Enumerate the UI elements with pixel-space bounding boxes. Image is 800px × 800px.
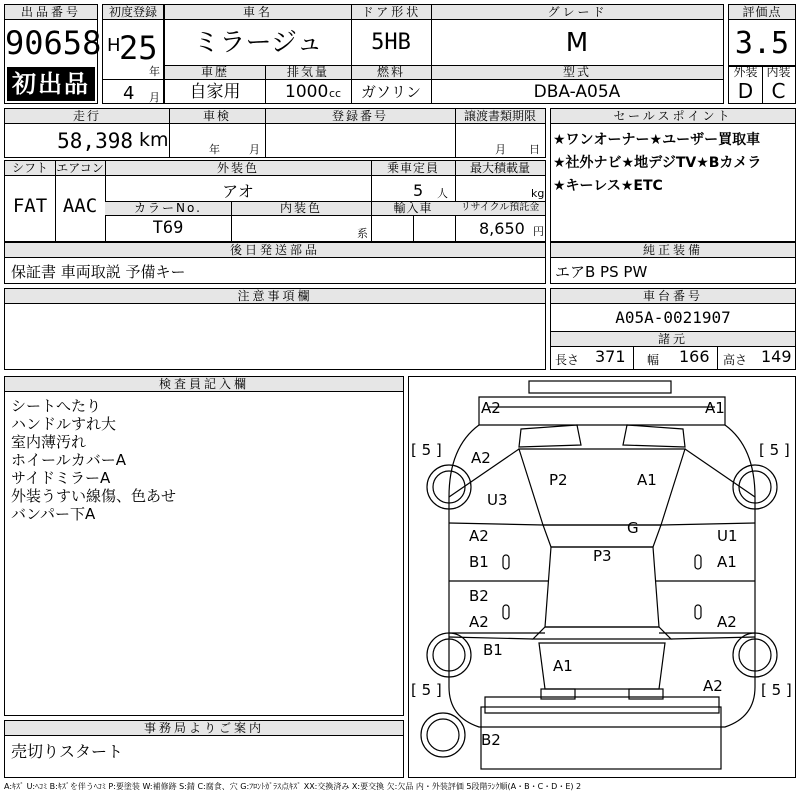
car-name: ミラージュ	[193, 28, 323, 58]
inspector-note: ハンドルすれ大	[11, 415, 117, 433]
damage-code: B2	[469, 587, 489, 605]
damage-code: U3	[487, 491, 508, 509]
displacement-label: 排気量	[286, 65, 329, 79]
door-type-label: ドア形状	[351, 5, 431, 20]
inspector-note: サイドミラーA	[11, 469, 111, 487]
shift: FAT	[12, 195, 48, 217]
exterior-score: D	[737, 79, 754, 103]
chassis-box	[550, 288, 796, 370]
office-notice: 売切りスタート	[11, 742, 124, 761]
tire-mark: [ 5 ]	[759, 441, 790, 459]
first-registration-box	[102, 4, 164, 104]
genuine-equipment-label: 純正装備	[551, 243, 795, 258]
damage-code: A1	[637, 471, 657, 489]
sales-point: ★ワンオーナー★ユーザー買取車	[553, 132, 761, 148]
width-value: 166	[679, 347, 710, 366]
import-label: 輸入車	[393, 201, 433, 215]
grade: M	[565, 28, 589, 58]
genuine-equipment-box	[550, 242, 796, 284]
sales-point: ★社外ナビ★地デジTV★Bカメラ	[553, 155, 762, 171]
registration-year: 25	[119, 29, 158, 67]
damage-code: P3	[593, 547, 612, 565]
chassis-number-label: 車台番号	[551, 289, 795, 304]
person-unit: 人	[437, 187, 448, 200]
transfer-deadline-label: 譲渡書類期限	[463, 109, 536, 123]
inspector-notes-label: 検査員記入欄	[5, 377, 403, 392]
length-value: 371	[595, 347, 626, 366]
damage-code: B1	[469, 553, 489, 571]
damage-code: A1	[717, 553, 737, 571]
aircon-label: エアコン	[56, 161, 104, 175]
inspector-notes-box	[4, 376, 404, 716]
inspection-year-unit: 年	[209, 143, 220, 156]
later-shipping-label: 後日発送部品	[5, 243, 545, 258]
inspector-note: 外装うすい線傷、色あせ	[11, 487, 177, 505]
kg-unit: kg	[531, 187, 545, 200]
damage-code: A1	[553, 657, 573, 675]
tire-mark: [ 5 ]	[411, 681, 442, 699]
grade-label: グレード	[431, 5, 723, 20]
genuine-equipment: エアB PS PW	[555, 263, 648, 281]
width-label: 幅	[647, 353, 660, 367]
dimensions-label: 諸元	[551, 331, 795, 347]
capacity: 5	[413, 181, 424, 200]
length-label: 長さ	[555, 353, 580, 367]
recycle-fee: 8,650	[479, 219, 525, 238]
km-unit: km	[139, 129, 169, 151]
damage-code: A2	[481, 399, 501, 417]
recycle-fee-label: リサイクル預託金	[460, 202, 540, 213]
cc-unit: cc	[329, 87, 342, 100]
inspector-note: 室内薄汚れ	[11, 433, 87, 451]
deadline-day-unit: 日	[529, 143, 540, 156]
damage-code: B1	[483, 641, 503, 659]
first-listing-badge: 初出品	[7, 67, 95, 101]
registration-number-label: 登録番号	[331, 109, 388, 123]
exterior-color-label: 外装色	[216, 161, 259, 175]
exterior-label: 外装	[733, 65, 758, 79]
car-damage-diagram	[409, 377, 795, 777]
later-shipping-parts: 保証書 車両取説 予備キー	[11, 263, 186, 281]
aircon: AAC	[62, 195, 98, 217]
deadline-month-unit: 月	[495, 143, 506, 156]
lot-number-box	[4, 4, 102, 104]
height-value: 149	[761, 347, 792, 366]
damage-code: P2	[549, 471, 568, 489]
sales-points-box	[550, 108, 796, 242]
chassis-number: A05A-0021907	[615, 308, 731, 327]
history-label: 車歴	[200, 65, 229, 79]
interior-score: C	[771, 79, 786, 103]
first-registration-label: 初度登録	[103, 5, 163, 20]
model-code: DBA-A05A	[533, 82, 621, 102]
mileage-box	[4, 108, 546, 158]
damage-code: A2	[717, 613, 737, 631]
kei-unit: 系	[357, 227, 368, 240]
damage-diagram-box	[408, 376, 796, 778]
lot-number: 90658	[5, 24, 102, 62]
damage-code: U1	[717, 527, 738, 545]
spec-box	[4, 160, 546, 242]
height-label: 高さ	[723, 353, 748, 367]
tire-mark: [ 5 ]	[411, 441, 442, 459]
mileage: 58,398	[57, 129, 133, 153]
mileage-label: 走行	[72, 109, 101, 123]
sales-points-label: セールスポイント	[551, 109, 795, 124]
inspector-notes-list	[11, 397, 176, 523]
notes-label: 注意事項欄	[5, 289, 545, 304]
era: H	[107, 35, 121, 56]
lot-number-label: 出品番号	[5, 5, 97, 20]
damage-legend: A:ｷｽﾞ U:ﾍｺﾐ B:ｷｽﾞを伴うﾍｺﾐ P:要塗装 W:補修跡 S:錆 C:腐食、穴 G:ﾌﾛﾝﾄｶﾞﾗｽ点ｷｽﾞ XX:交換済み X:要交換 欠:欠品 内・外装評価 5段階ﾗﾝｸ順(A・B・C・D・E) 2	[4, 782, 582, 791]
inspector-note: ホイールカバーA	[11, 451, 126, 469]
later-shipping-box	[4, 242, 546, 284]
inspection-label: 車検	[202, 109, 231, 123]
door-type: 5HB	[371, 30, 411, 55]
tire-mark: [ 5 ]	[761, 681, 792, 699]
fuel: ガソリン	[360, 83, 421, 101]
office-notice-label: 事務局よりご案内	[5, 721, 403, 736]
notes-box	[4, 288, 546, 370]
yen-unit: 円	[533, 225, 544, 238]
sales-point: ★キーレス★ETC	[553, 178, 663, 194]
score-label: 評価点	[729, 5, 795, 20]
fuel-label: 燃料	[376, 65, 405, 79]
interior-color-label: 内装色	[279, 201, 322, 215]
damage-code: A2	[471, 449, 491, 467]
exterior-color: アオ	[222, 182, 254, 201]
damage-code: A2	[469, 527, 489, 545]
car-history: 自家用	[189, 82, 241, 102]
capacity-label: 乗車定員	[386, 161, 439, 175]
car-name-label: 車名	[165, 5, 351, 20]
inspector-note: シートへたり	[11, 397, 102, 415]
damage-code: A1	[705, 399, 725, 417]
damage-code: G	[627, 519, 639, 537]
month-unit: 月	[149, 91, 160, 104]
score-box	[728, 4, 796, 104]
registration-month: 4	[123, 83, 135, 104]
interior-label: 内装	[766, 65, 791, 79]
shift-label: シフト	[11, 161, 48, 175]
office-notice-box	[4, 720, 404, 778]
displacement: 1000	[285, 82, 329, 102]
color-no: T69	[152, 218, 184, 238]
inspection-month-unit: 月	[249, 143, 260, 156]
car-info-box	[164, 4, 724, 104]
color-no-label: カラーNo.	[134, 201, 202, 215]
damage-code: A2	[469, 613, 489, 631]
damage-code: B2	[481, 731, 501, 749]
overall-score: 3.5	[734, 26, 790, 61]
model-code-label: 型式	[562, 65, 591, 79]
year-unit: 年	[149, 65, 160, 78]
damage-code: A2	[703, 677, 723, 695]
inspector-note: バンパー下A	[11, 505, 96, 523]
max-load-label: 最大積載量	[469, 161, 530, 175]
